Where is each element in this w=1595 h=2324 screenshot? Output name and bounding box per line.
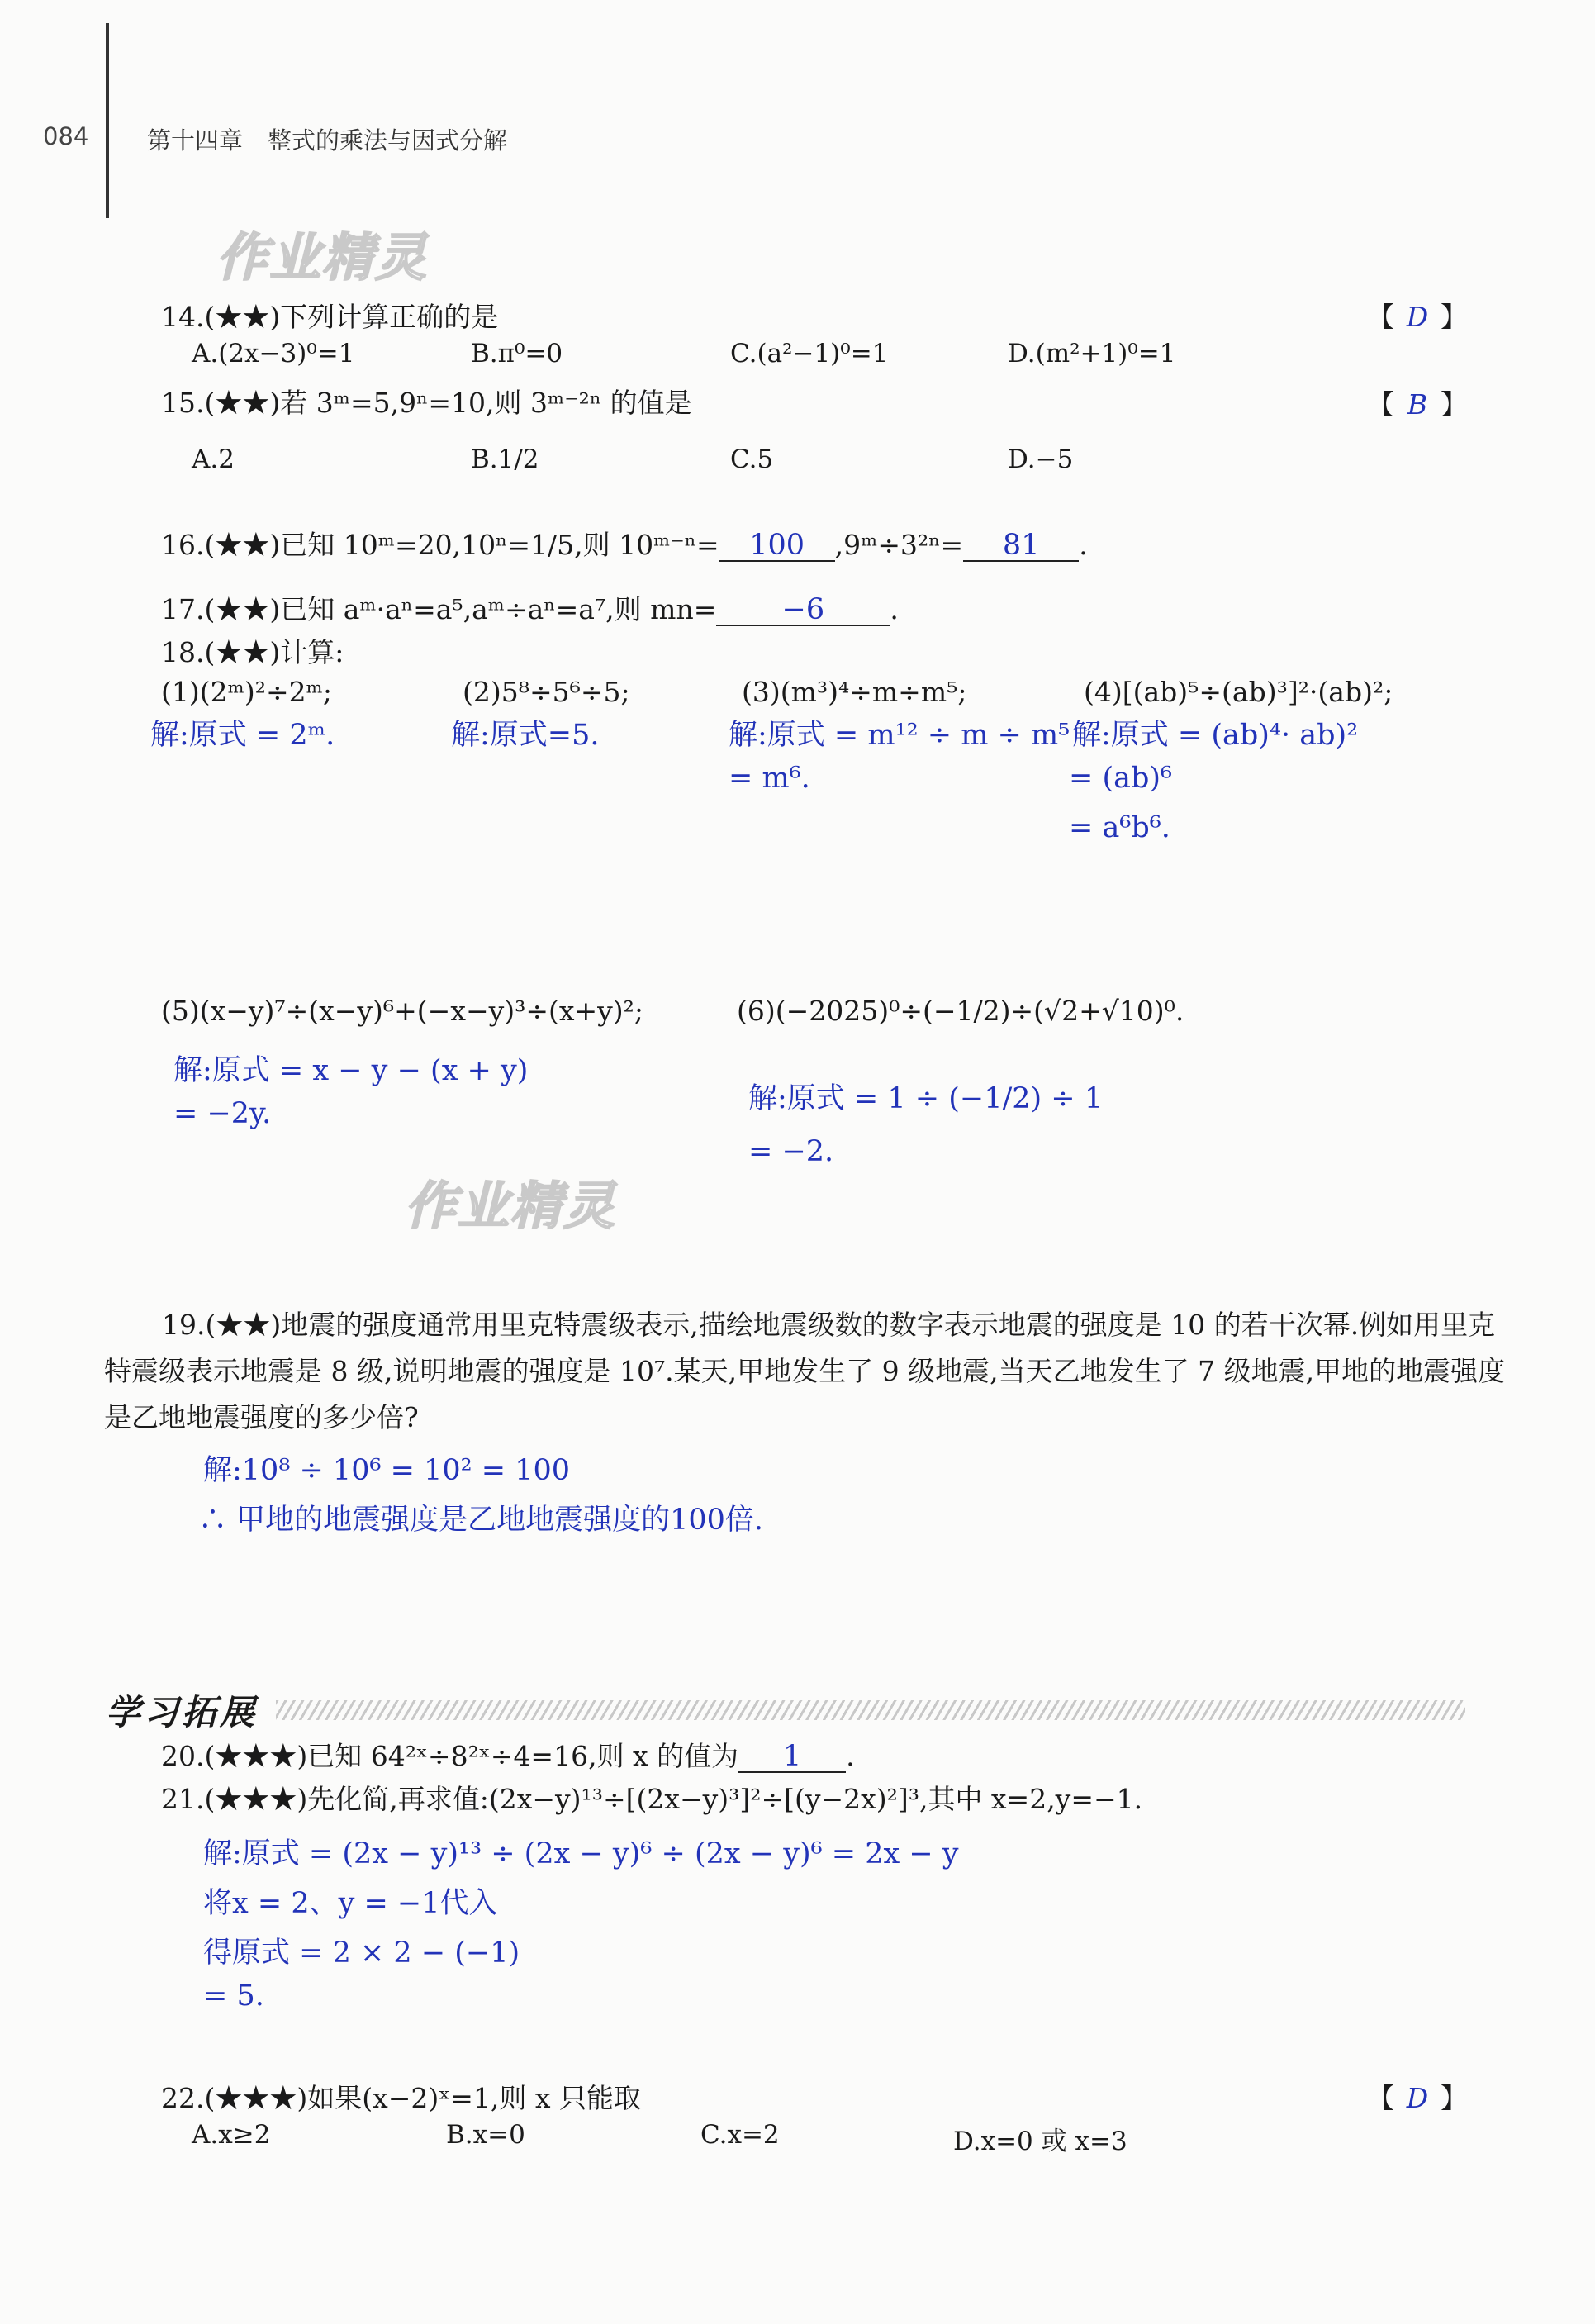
q18-part-3-solution-line-2: = m⁶. bbox=[729, 762, 810, 795]
q18-part-6-label: (6)(−2025)⁰÷(−1/2)÷(√2+√10)⁰. bbox=[737, 995, 1184, 1027]
question-16-mid: ,9ᵐ÷3²ⁿ= bbox=[834, 529, 964, 561]
q14-option-c: C.(a²−1)⁰=1 bbox=[730, 339, 889, 368]
q18-part-2-solution: 解:原式=5. bbox=[451, 719, 600, 752]
question-18-stem: 18.(★★)计算: bbox=[161, 636, 344, 668]
question-21-solution-line-3: 得原式 = 2 × 2 − (−1) bbox=[203, 1937, 520, 1970]
q22-option-c: C.x=2 bbox=[700, 2120, 780, 2150]
question-16-blank-2: 81 bbox=[963, 530, 1079, 562]
section-divider bbox=[276, 1700, 1465, 1720]
question-14-stem: 14.(★★)下列计算正确的是 bbox=[161, 301, 499, 333]
question-20-stem: 20.(★★★)已知 64²ˣ÷8²ˣ÷4=16,则 x 的值为 bbox=[161, 1740, 739, 1772]
q18-part-5-label: (5)(x−y)⁷÷(x−y)⁶+(−x−y)³÷(x+y)²; bbox=[161, 995, 643, 1027]
question-17: 17.(★★)已知 aᵐ·aⁿ=a⁵,aᵐ÷aⁿ=a⁷,则 mn= −6 . bbox=[161, 593, 899, 626]
q18-part-3-solution-line-1: 解:原式 = m¹² ÷ m ÷ m⁵ bbox=[729, 719, 1070, 752]
q22-option-b: B.x=0 bbox=[446, 2120, 525, 2150]
question-22-answer: D bbox=[1406, 2082, 1429, 2114]
question-17-blank: −6 bbox=[716, 595, 890, 626]
header-rule bbox=[106, 23, 109, 218]
q18-part-6-solution-line-1: 解:原式 = 1 ÷ (−1/2) ÷ 1 bbox=[748, 1082, 1104, 1115]
q18-part-4-label: (4)[(ab)⁵÷(ab)³]²·(ab)²; bbox=[1084, 676, 1393, 708]
q18-part-4-solution-line-2: = (ab)⁶ bbox=[1069, 762, 1173, 795]
q22-option-d: D.x=0 或 x=3 bbox=[953, 2127, 1127, 2156]
question-21-solution-line-4: = 5. bbox=[203, 1979, 264, 2013]
question-20: 20.(★★★)已知 64²ˣ÷8²ˣ÷4=16,则 x 的值为 1 . bbox=[161, 1740, 855, 1773]
watermark: 作业精灵 bbox=[216, 227, 429, 288]
q15-option-b: B.1/2 bbox=[471, 444, 539, 474]
watermark: 作业精灵 bbox=[405, 1176, 617, 1236]
question-15-answer: B bbox=[1407, 388, 1428, 421]
q15-option-a: A.2 bbox=[192, 444, 235, 474]
q18-part-2-label: (2)5⁸÷5⁶÷5; bbox=[463, 676, 630, 708]
question-16-stem: 16.(★★)已知 10ᵐ=20,10ⁿ=1/5,则 10ᵐ⁻ⁿ= bbox=[161, 529, 719, 561]
question-15-stem: 15.(★★)若 3ᵐ=5,9ⁿ=10,则 3ᵐ⁻²ⁿ 的值是 bbox=[161, 387, 692, 419]
question-19-solution-line-1: 解:10⁸ ÷ 10⁶ = 10² = 100 bbox=[203, 1454, 571, 1487]
question-14-answer: D bbox=[1406, 301, 1429, 333]
chapter-title: 整式的乘法与因式分解 bbox=[268, 126, 508, 154]
q14-option-b: B.π⁰=0 bbox=[471, 339, 563, 368]
question-19-solution-line-2: ∴ 甲地的地震强度是乙地地震强度的100倍. bbox=[198, 1504, 764, 1537]
question-21-solution-line-2: 将x = 2、y = −1代入 bbox=[203, 1887, 498, 1920]
q15-option-c: C.5 bbox=[730, 444, 774, 474]
q15-option-d: D.−5 bbox=[1008, 444, 1074, 474]
page-number: 084 bbox=[43, 122, 89, 150]
chapter-label: 第十四章 bbox=[147, 126, 244, 154]
question-15-answer-bracket: 【 B 】 bbox=[1367, 388, 1468, 421]
question-19-text: 19.(★★)地震的强度通常用里克特震级表示,描绘地震级数的数字表示地震的强度是 10 的若干次幂.例如用里克特震级表示地震是 8 级,说明地震的强度是 10⁷.某天,甲地发生了 9 级地震,当天乙地发生了 7 级地震,甲地的地震强度是乙地地震强度的多少倍? bbox=[104, 1309, 1506, 1433]
q18-part-1-label: (1)(2ᵐ)²÷2ᵐ; bbox=[161, 676, 332, 708]
section-title: 学习拓展 bbox=[106, 1692, 259, 1732]
question-20-blank: 1 bbox=[738, 1742, 846, 1773]
q18-part-5-solution-line-1: 解:原式 = x − y − (x + y) bbox=[173, 1054, 529, 1087]
question-21-solution-line-1: 解:原式 = (2x − y)¹³ ÷ (2x − y)⁶ ÷ (2x − y)⁶ = 2x − y bbox=[203, 1837, 959, 1870]
question-21-stem: 21.(★★★)先化简,再求值:(2x−y)¹³÷[(2x−y)³]²÷[(y−2x)²]³,其中 x=2,y=−1. bbox=[161, 1783, 1143, 1815]
q14-option-a: A.(2x−3)⁰=1 bbox=[192, 339, 355, 368]
q18-part-3-label: (3)(m³)⁴÷m÷m⁵; bbox=[742, 676, 967, 708]
q18-part-4-solution-line-3: = a⁶b⁶. bbox=[1069, 811, 1170, 844]
question-14-answer-bracket: 【 D 】 bbox=[1367, 301, 1468, 333]
question-17-stem: 17.(★★)已知 aᵐ·aⁿ=a⁵,aᵐ÷aⁿ=a⁷,则 mn= bbox=[161, 593, 717, 625]
q18-part-5-solution-line-2: = −2y. bbox=[173, 1097, 272, 1130]
q18-part-1-solution: 解:原式 = 2ᵐ. bbox=[150, 719, 335, 752]
q18-part-4-solution-line-1: 解:原式 = (ab)⁴· ab)² bbox=[1072, 719, 1359, 752]
question-22-stem: 22.(★★★)如果(x−2)ˣ=1,则 x 只能取 bbox=[161, 2082, 641, 2114]
q14-option-d: D.(m²+1)⁰=1 bbox=[1008, 339, 1176, 368]
q18-part-6-solution-line-2: = −2. bbox=[748, 1135, 834, 1168]
question-22-answer-bracket: 【 D 】 bbox=[1367, 2082, 1468, 2114]
question-16: 16.(★★)已知 10ᵐ=20,10ⁿ=1/5,则 10ᵐ⁻ⁿ= 100 ,9ᵐ÷3²ⁿ= 81 . bbox=[161, 529, 1088, 562]
question-16-blank-1: 100 bbox=[719, 530, 835, 562]
q22-option-a: A.x≥2 bbox=[192, 2120, 271, 2150]
